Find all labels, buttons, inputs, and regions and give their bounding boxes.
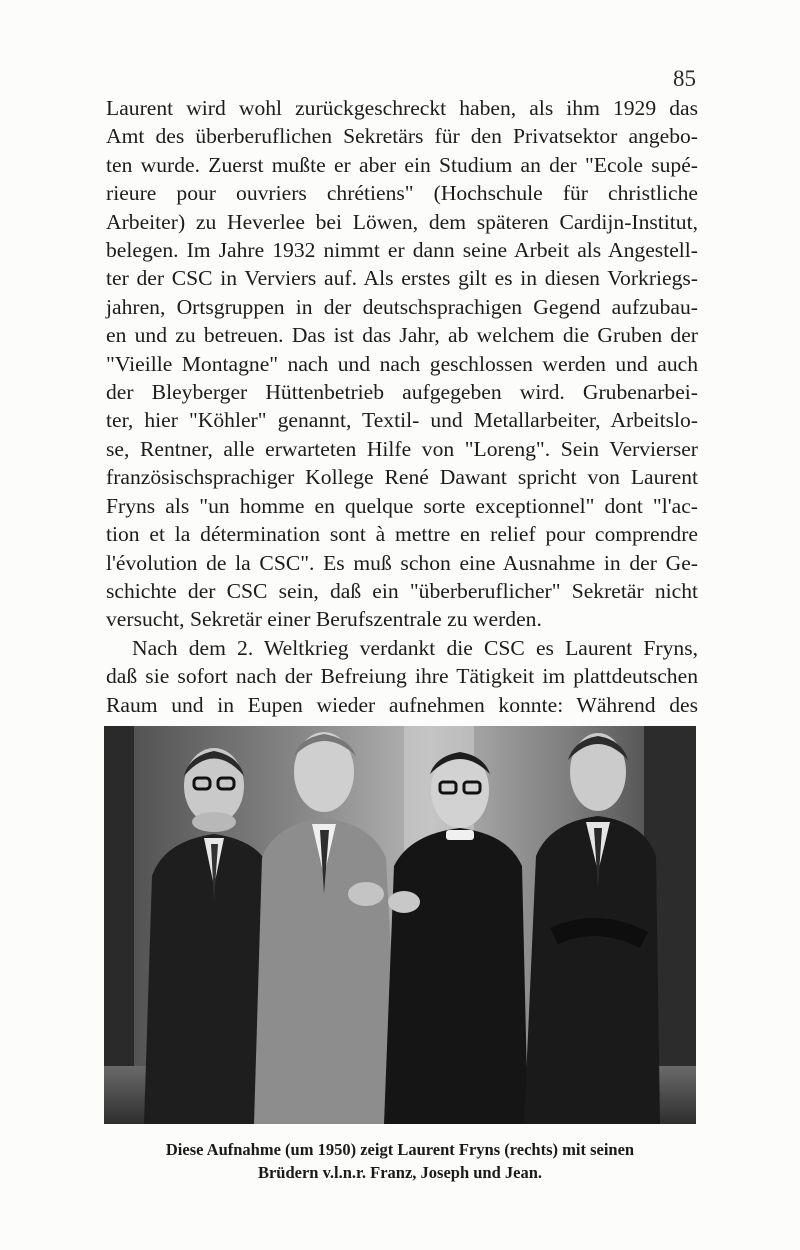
- text-line: ter der CSC in Verviers auf. Als erstes gilt es in diesen Vorkriegs-: [106, 266, 698, 291]
- photo-illustration: [104, 726, 696, 1124]
- text-line: Arbeiter) zu Heverlee bei Löwen, dem späteren Cardijn-Institut,: [106, 209, 698, 234]
- text-line: en und zu betreuen. Das ist das Jahr, ab welchem die Gruben der: [106, 323, 698, 348]
- text-line: der Bleyberger Hüttenbetrieb aufgegeben wird. Grubenarbei-: [106, 380, 698, 405]
- photograph-four-men: [104, 726, 696, 1124]
- text-line: ter, hier "Köhler" genannt, Textil- und Metallarbeiter, Arbeitslo-: [106, 408, 698, 433]
- text-line: Nach dem 2. Weltkrieg verdankt die CSC es Laurent Fryns,: [132, 635, 698, 660]
- text-line: rieure pour ouvriers chrétiens" (Hochschule für christliche: [106, 181, 698, 206]
- caption-line: Diese Aufnahme (um 1950) zeigt Laurent Fryns (rechts) mit seinen: [165, 1140, 635, 1159]
- caption-line: Brüdern v.l.n.r. Franz, Joseph und Jean.: [257, 1163, 543, 1182]
- text-line: Fryns als "un homme en quelque sorte exceptionnel" dont "l'ac-: [106, 493, 698, 518]
- body-text: [106, 94, 698, 719]
- text-line: daß sie sofort nach der Befreiung ihre Tätigkeit im plattdeutschen: [106, 664, 698, 689]
- text-line: tion et la détermination sont à mettre en relief pour comprendre: [106, 522, 698, 547]
- text-line: ten wurde. Zuerst mußte er aber ein Studium an der "Ecole supé-: [106, 152, 698, 177]
- text-line: jahren, Ortsgruppen in der deutschsprachigen Gegend aufzubau-: [106, 294, 698, 319]
- text-line: belegen. Im Jahre 1932 nimmt er dann seine Arbeit als Angestell-: [106, 238, 698, 263]
- photo-caption: [104, 1138, 696, 1184]
- page-number: 85: [673, 66, 696, 91]
- text-line: se, Rentner, alle erwarteten Hilfe von "Loreng". Sein Vervierser: [106, 436, 698, 461]
- text-line: l'évolution de la CSC". Es muß schon eine Ausnahme in der Ge-: [106, 550, 698, 575]
- text-line: schichte der CSC sein, daß ein "überberuflicher" Sekretär nicht: [106, 578, 698, 603]
- text-line: Laurent wird wohl zurückgeschreckt haben, als ihm 1929 das: [106, 96, 698, 120]
- text-line: französischsprachiger Kollege René Dawant spricht von Laurent: [106, 465, 698, 490]
- text-line: Raum und in Eupen wieder aufnehmen konnte: Während des: [106, 692, 698, 717]
- text-line: versucht, Sekretär einer Berufszentrale zu werden.: [106, 607, 542, 632]
- text-line: Amt des überberuflichen Sekretärs für den Privatsektor angebo-: [106, 124, 698, 149]
- text-line: "Vieille Montagne" nach und nach geschlossen werden und auch: [106, 351, 698, 376]
